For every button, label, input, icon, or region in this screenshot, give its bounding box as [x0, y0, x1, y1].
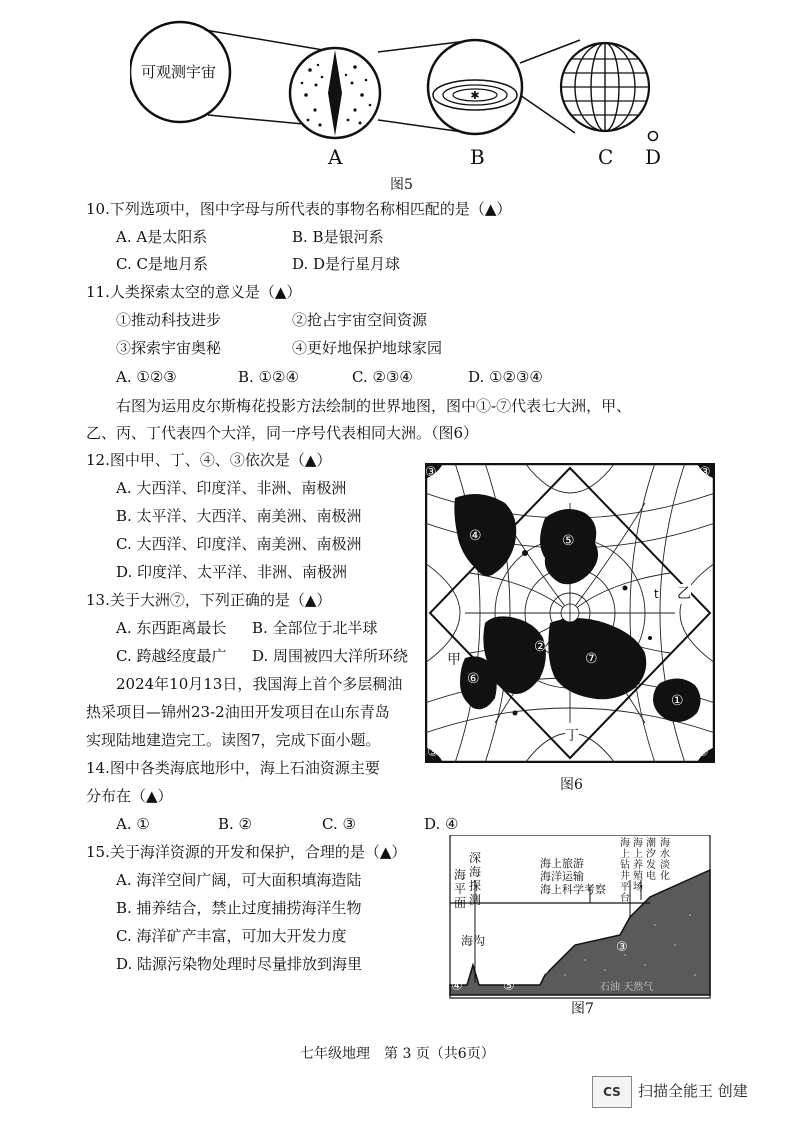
passage7-line2: 热采项目—锦州23-2油田开发项目在山东青岛: [86, 703, 390, 721]
q14-option-c: C. ③: [322, 815, 356, 833]
map-continent-4: ④: [469, 528, 482, 544]
q11-option-c: C. ②③④: [352, 368, 413, 386]
q15-option-c: C. 海洋矿产丰富，可加大开发力度: [116, 927, 347, 945]
fig5-letter-a: A: [328, 145, 343, 169]
map-corner-3-bl: ③: [427, 745, 439, 760]
q12-option-b: B. 太平洋、大西洋、南美洲、南极洲: [116, 507, 362, 525]
passage7-line3: 实现陆地建造完工。读图7，完成下面小题。: [86, 731, 381, 749]
map-minor-label: t: [654, 587, 659, 601]
map-corner-3-tr: ③: [699, 465, 711, 480]
map-ocean-yi: 乙: [677, 586, 691, 602]
label-sea-farm: 海上养殖场: [633, 838, 643, 893]
scanner-logo: [592, 1076, 632, 1108]
scanner-watermark: 扫描全能王 创建: [638, 1082, 748, 1100]
q15-option-b: B. 捕养结合，禁止过度捕捞海洋生物: [116, 899, 362, 917]
q10-option-b: B. B是银河系: [292, 228, 384, 246]
seafloor-oil-label: 石油 天然气: [600, 982, 654, 993]
label-sea-level: 海平面: [454, 868, 467, 910]
label-trench: 海沟: [461, 934, 486, 948]
figure-6-map: [425, 463, 715, 763]
q14-option-d: D. ④: [424, 815, 459, 833]
q11-option-b: B. ①②④: [238, 368, 299, 386]
q11-item-3: ③探索宇宙奥秘: [116, 339, 222, 357]
fig6-caption: 图6: [560, 777, 583, 793]
q11-item-2: ②抢占宇宙空间资源: [292, 311, 428, 329]
q14-option-a: A. ①: [116, 815, 150, 833]
seafloor-marker-2: ②: [537, 962, 550, 978]
q13-stem: 13.关于大洲⑦，下列正确的是（▲）: [86, 591, 332, 609]
svg-text:✱: ✱: [470, 89, 480, 102]
q12-option-a: A. 大西洋、印度洋、非洲、南极洲: [116, 479, 347, 497]
q15-stem: 15.关于海洋资源的开发和保护，合理的是（▲）: [86, 843, 407, 861]
fig5-letter-d: D: [645, 145, 662, 169]
label-sea-transport: 海洋运输: [540, 870, 584, 883]
fig5-letter-b: B: [470, 145, 485, 169]
q14-stem-line1: 14.图中各类海底地形中，海上石油资源主要: [86, 759, 380, 777]
q15-option-d: D. 陆源污染物处理时尽量排放到海里: [116, 955, 363, 973]
q11-option-d: D. ①②③④: [468, 368, 543, 386]
q14-option-b: B. ②: [218, 815, 253, 833]
map-continent-5: ⑤: [562, 533, 575, 549]
page-footer: 七年级地理 第 3 页（共6页）: [300, 1046, 495, 1062]
q13-option-d: D. 周围被四大洋所环绕: [252, 647, 409, 665]
map-continent-6: ⑥: [467, 671, 480, 687]
q10-option-d: D. D是行星月球: [292, 255, 401, 273]
intro6-line1: 右图为运用皮尔斯梅花投影方法绘制的世界地图，图中①-⑦代表七大洲，甲、: [116, 397, 632, 415]
label-sea-research: 海上科学考察: [540, 883, 606, 896]
q13-option-c: C. 跨越经度最广: [116, 647, 227, 665]
q11-item-4: ④更好地保护地球家园: [292, 339, 443, 357]
label-tidal-power: 潮汐发电: [646, 838, 656, 882]
map-ocean-jia: 甲: [447, 652, 461, 668]
label-drilling-platform: 海上钻井平台: [620, 838, 630, 904]
seafloor-marker-5: ⑤: [503, 979, 515, 994]
fig5-caption: 图5: [390, 177, 413, 193]
label-sea-tourism: 海上旅游: [540, 857, 584, 870]
map-continent-1: ①: [671, 693, 684, 709]
map-continent-7: ⑦: [585, 651, 598, 667]
q11-stem: 11.人类探索太空的意义是（▲）: [86, 283, 302, 301]
q15-option-a: A. 海洋空间广阔，可大面积填海造陆: [116, 871, 362, 889]
scanner-logo-icon: CS: [603, 1085, 621, 1099]
q13-option-a: A. 东西距离最长: [116, 619, 227, 637]
q12-option-c: C. 大西洋、印度洋、南美洲、南极洲: [116, 535, 362, 553]
q10-option-c: C. C是地月系: [116, 255, 208, 273]
q11-item-1: ①推动科技进步: [116, 311, 222, 329]
q10-stem: 10.下列选项中，图中字母与所代表的事物名称相匹配的是（▲）: [86, 200, 512, 218]
seafloor-marker-3: ③: [616, 940, 628, 955]
q12-stem: 12.图中甲、丁、④、③依次是（▲）: [86, 451, 332, 469]
map-corner-3-tl: ③: [425, 465, 437, 480]
q12-option-d: D. 印度洋、太平洋、非洲、南极洲: [116, 563, 348, 581]
q10-option-a: A. A是太阳系: [116, 228, 208, 246]
label-desalination: 海水淡化: [660, 838, 670, 882]
seafloor-marker-4: ④: [451, 979, 463, 994]
q13-option-b: B. 全部位于北半球: [252, 619, 378, 637]
universe-label: 可观测宇宙: [141, 63, 217, 81]
map-corner-3-br: ③: [697, 745, 709, 760]
q11-option-a: A. ①②③: [116, 368, 177, 386]
intro6-line2: 乙、丙、丁代表四个大洋，同一序号代表相同大洲。（图6）: [86, 424, 479, 442]
label-deep-sea: 深海探测: [469, 851, 482, 907]
fig5-letter-c: C: [598, 145, 614, 169]
q14-stem-line2: 分布在（▲）: [86, 787, 173, 805]
passage7-line1: 2024年10月13日，我国海上首个多层稠油: [116, 675, 403, 693]
fig7-caption: 图7: [571, 1001, 594, 1017]
map-continent-2: ②: [534, 639, 547, 655]
map-ocean-ding: 丁: [565, 728, 579, 744]
